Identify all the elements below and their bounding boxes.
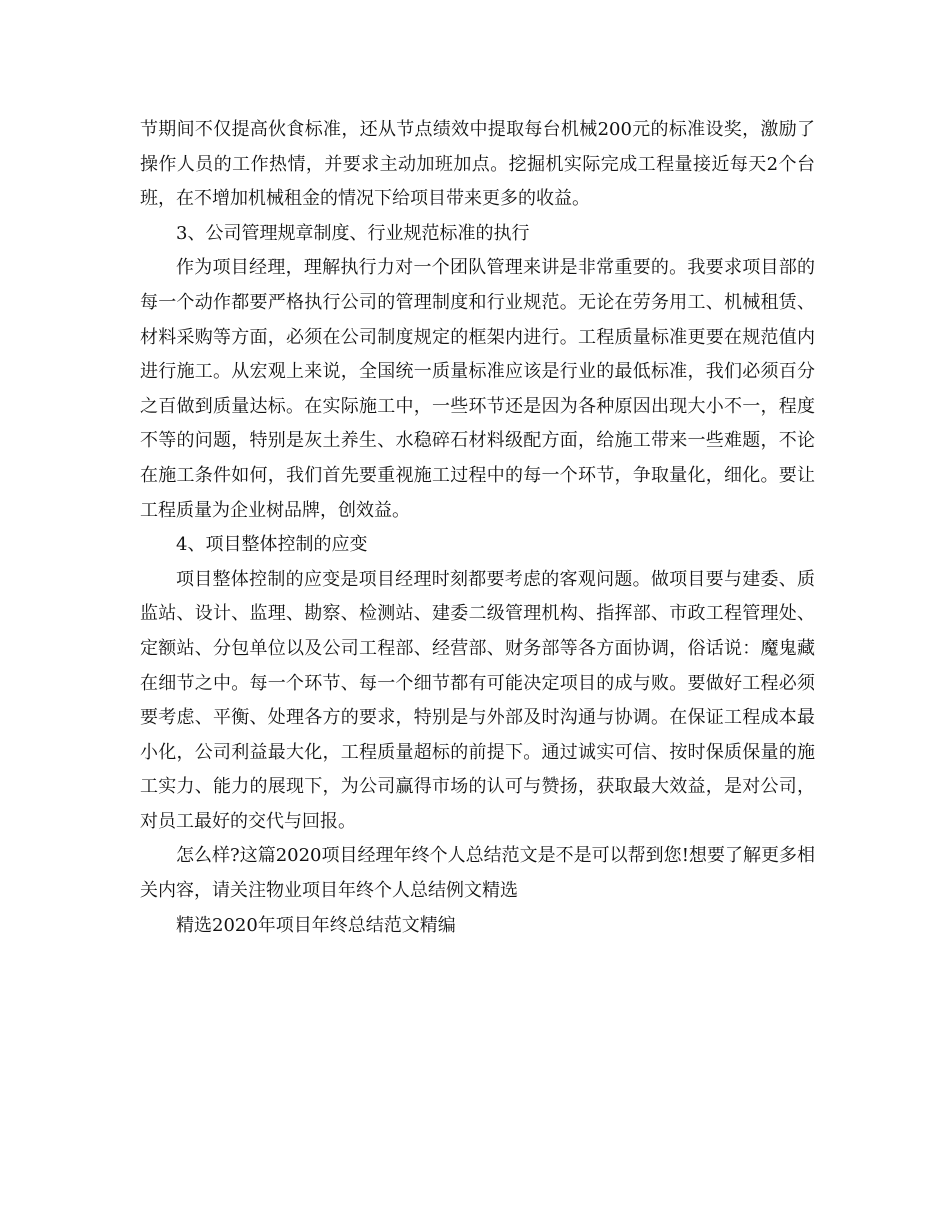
section-heading-3: 3、公司管理规章制度、行业规范标准的执行 — [176, 222, 530, 244]
document-page — [140, 113, 815, 943]
paragraph-closing: 怎么样?这篇2020项目经理年终个人总结范文是不是可以帮到您!想要了解更多相关内容，请关注物业项目年终个人总结例文精选 — [140, 845, 815, 902]
paragraph-related-title: 精选2020年项目年终总结范文精编 — [176, 914, 456, 936]
paragraph-2: 作为项目经理，理解执行力对一个团队管理来讲是非常重要的。我要求项目部的每一个动作都要严格执行公司的管理制度和行业规范。无论在劳务用工、机械租赁、材料采购等方面，必须在公司制度规定的框架内进行。工程质量标准更要在规范值内进行施工。从宏观上来说，全国统一质量标准应该是行业的最低标准，我们必须百分之百做到质量达标。在实际施工中，一些环节还是因为各种原因出现大小不一，程度不等的问题，特别是灰土养生、水稳碎石材料级配方面，给施工带来一些难题，不论在施工条件如何，我们首先要重视施工过程中的每一个环节，争取量化，细化。要让工程质量为企业树品牌，创效益。 — [140, 257, 815, 521]
section-heading-4: 4、项目整体控制的应变 — [176, 534, 368, 556]
paragraph-1: 节期间不仅提高伙食标准，还从节点绩效中提取每台机械200元的标准设奖，激励了操作人员的工作热情，并要求主动加班加点。挖掘机实际完成工程量接近每天2个台班，在不增加机械租金的情况下给项目带来更多的收益。 — [140, 119, 815, 210]
paragraph-3: 项目整体控制的应变是项目经理时刻都要考虑的客观问题。做项目要与建委、质监站、设计、监理、勘察、检测站、建委二级管理机构、指挥部、市政工程管理处、定额站、分包单位以及公司工程部、经营部、财务部等各方面协调，俗话说：魔鬼藏在细节之中。每一个环节、每一个细节都有可能决定项目的成与败。要做好工程必须要考虑、平衡、处理各方的要求，特别是与外部及时沟通与协调。在保证工程成本最小化，公司利益最大化，工程质量超标的前提下。通过诚实可信、按时保质保量的施工实力、能力的展现下，为公司赢得市场的认可与赞扬，获取最大效益，是对公司，对员工最好的交代与回报。 — [140, 568, 815, 832]
